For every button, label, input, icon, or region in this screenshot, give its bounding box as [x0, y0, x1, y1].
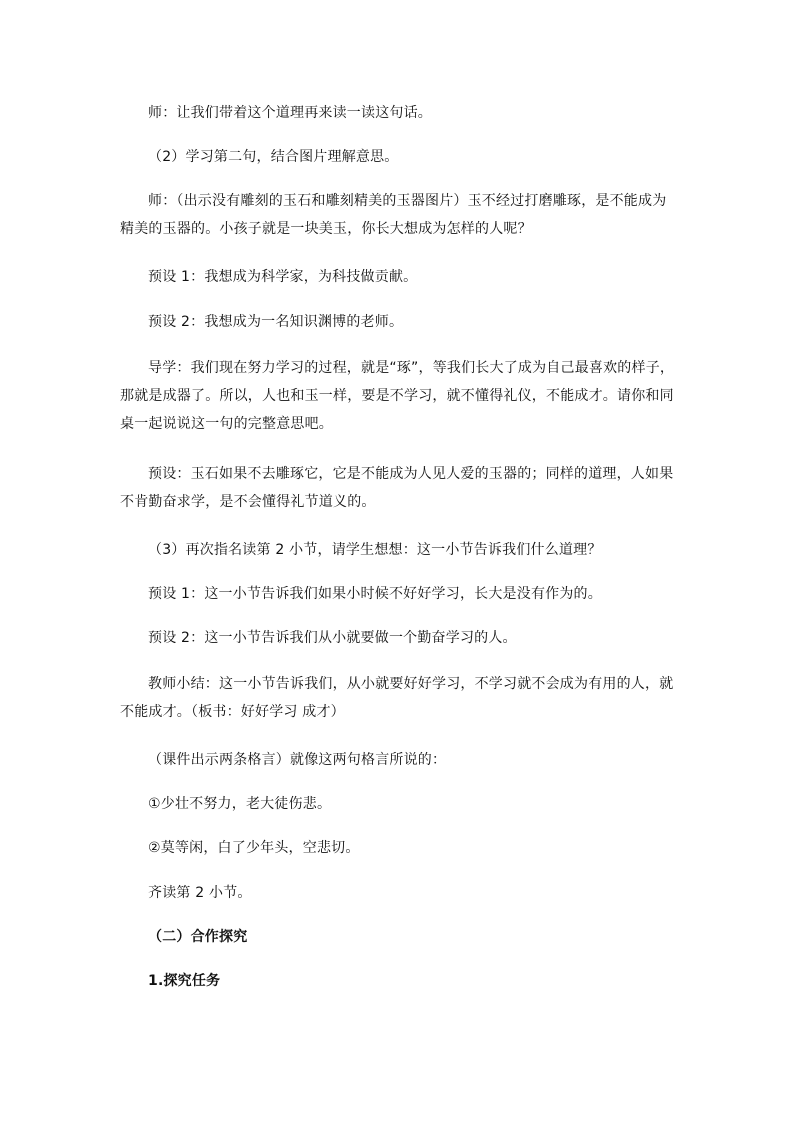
paragraph-jade-picture: 师：（出示没有雕刻的玉石和雕刻精美的玉器图片）玉不经过打磨雕琢，是不能成为精美的玉器的。小孩子就是一块美玉，你长大想成为怎样的人呢？	[120, 193, 667, 237]
subsection-heading: 1.探究任务	[148, 973, 221, 989]
paragraph-proverbs-intro: （课件出示两条格言）就像这两句格言所说的：	[148, 752, 447, 768]
paragraph-teacher-read: 师：让我们带着这个道理再来读一读这句话。	[148, 105, 432, 121]
paragraph-teacher-summary: 教师小结：这一小节告诉我们，从小就要好好学习，不学习就不会成为有用的人，就不能成才。（板书：好好学习 成才）	[120, 676, 674, 720]
paragraph-preset-1: 预设 1：我想成为科学家，为科技做贡献。	[148, 269, 418, 285]
paragraph-proverb-2: ②莫等闲，白了少年头，空悲切。	[148, 840, 360, 856]
paragraph-guided-learning: 导学：我们现在努力学习的过程，就是“琢”，等我们长大了成为自己最喜欢的样子，那就是成器了。所以，人也和玉一样，要是不学习，就不懂得礼仪，不能成才。请你和同桌一起说说这一句的完整意思吧。	[120, 360, 675, 432]
paragraph-proverb-1: ①少壮不努力，老大徒伤悲。	[148, 796, 332, 812]
paragraph-preset-lesson-2: 预设 2：这一小节告诉我们从小就要做一个勤奋学习的人。	[148, 630, 517, 646]
paragraph-second-sentence: （2）学习第二句，结合图片理解意思。	[148, 149, 399, 165]
paragraph-preset-2: 预设 2：我想成为一名知识渊博的老师。	[148, 314, 404, 330]
section-heading: （二）合作探究	[148, 929, 248, 945]
paragraph-preset-lesson-1: 预设 1：这一小节告诉我们如果小时候不好好学习，长大是没有作为的。	[148, 586, 602, 602]
paragraph-preset-explanation: 预设：玉石如果不去雕琢它，它是不能成为人见人爱的玉器的；同样的道理，人如果不肯勤奋求学，是不会懂得礼节道义的。	[120, 466, 674, 510]
paragraph-read-section-two: （3）再次指名读第 2 小节，请学生想想：这一小节告诉我们什么道理？	[148, 542, 602, 558]
paragraph-read-together: 齐读第 2 小节。	[148, 885, 252, 901]
